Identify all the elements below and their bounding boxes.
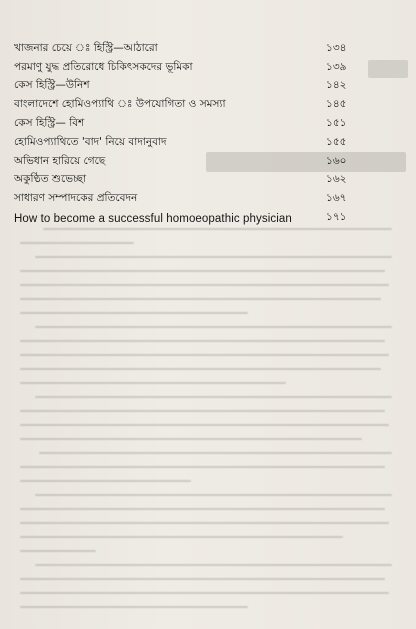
toc-entry-page: ১৩৯ xyxy=(326,60,347,73)
toc-entry-page: ১৪৫ xyxy=(326,98,347,111)
toc-entry-title: How to become a successful homoeopathic physician xyxy=(14,212,292,225)
toc-entry-page: ১৪২ xyxy=(326,79,347,92)
toc-entry-title: অভিধান হারিয়ে গেছে xyxy=(14,154,106,167)
table-of-contents xyxy=(14,40,354,228)
toc-entry-title: অকুণ্ঠিত শুভেচ্ছা xyxy=(14,173,87,186)
toc-entry xyxy=(14,59,354,78)
toc-entry-title: সাধারণ সম্পাদকের প্রতিবেদন xyxy=(14,192,138,205)
toc-entry-title: হোমিওপ্যাথিতে 'বাদ' নিয়ে বাদানুবাদ xyxy=(14,135,167,148)
show-through-body xyxy=(20,228,400,618)
toc-entry-title: পরমাণু যুদ্ধ প্রতিরোধে চিকিৎসকদের ভূমিকা xyxy=(14,60,193,73)
show-through-text xyxy=(368,60,408,78)
toc-entry-page: ১৬৭ xyxy=(326,192,347,205)
toc-entry xyxy=(14,96,354,115)
toc-entry xyxy=(14,78,354,97)
toc-entry xyxy=(14,209,354,228)
toc-entry-title: খাজনার চেয়ে ঃ হিস্ট্রি—আঠারো xyxy=(14,41,158,54)
toc-entry xyxy=(14,115,354,134)
toc-entry-page: ১৬২ xyxy=(326,173,347,186)
toc-entry-title: বাংলাদেশে হোমিওপ্যাথি ঃ উপযোগিতা ও সমস্যা xyxy=(14,98,226,111)
toc-entry xyxy=(14,153,354,172)
toc-entry-title: কেস হিস্ট্রি— বিশ xyxy=(14,117,85,130)
toc-entry xyxy=(14,172,354,191)
toc-entry-page: ১৫১ xyxy=(326,117,347,130)
toc-entry-page: ১৩৪ xyxy=(326,41,347,54)
toc-entry-page: ১৫৫ xyxy=(326,135,347,148)
toc-entry xyxy=(14,190,354,209)
toc-entry xyxy=(14,40,354,59)
toc-entry-page: ১৭১ xyxy=(326,211,347,224)
toc-entry-page: ১৬০ xyxy=(326,154,347,167)
toc-entry-title: কেস হিস্ট্রি—উনিশ xyxy=(14,79,90,92)
toc-entry xyxy=(14,134,354,153)
